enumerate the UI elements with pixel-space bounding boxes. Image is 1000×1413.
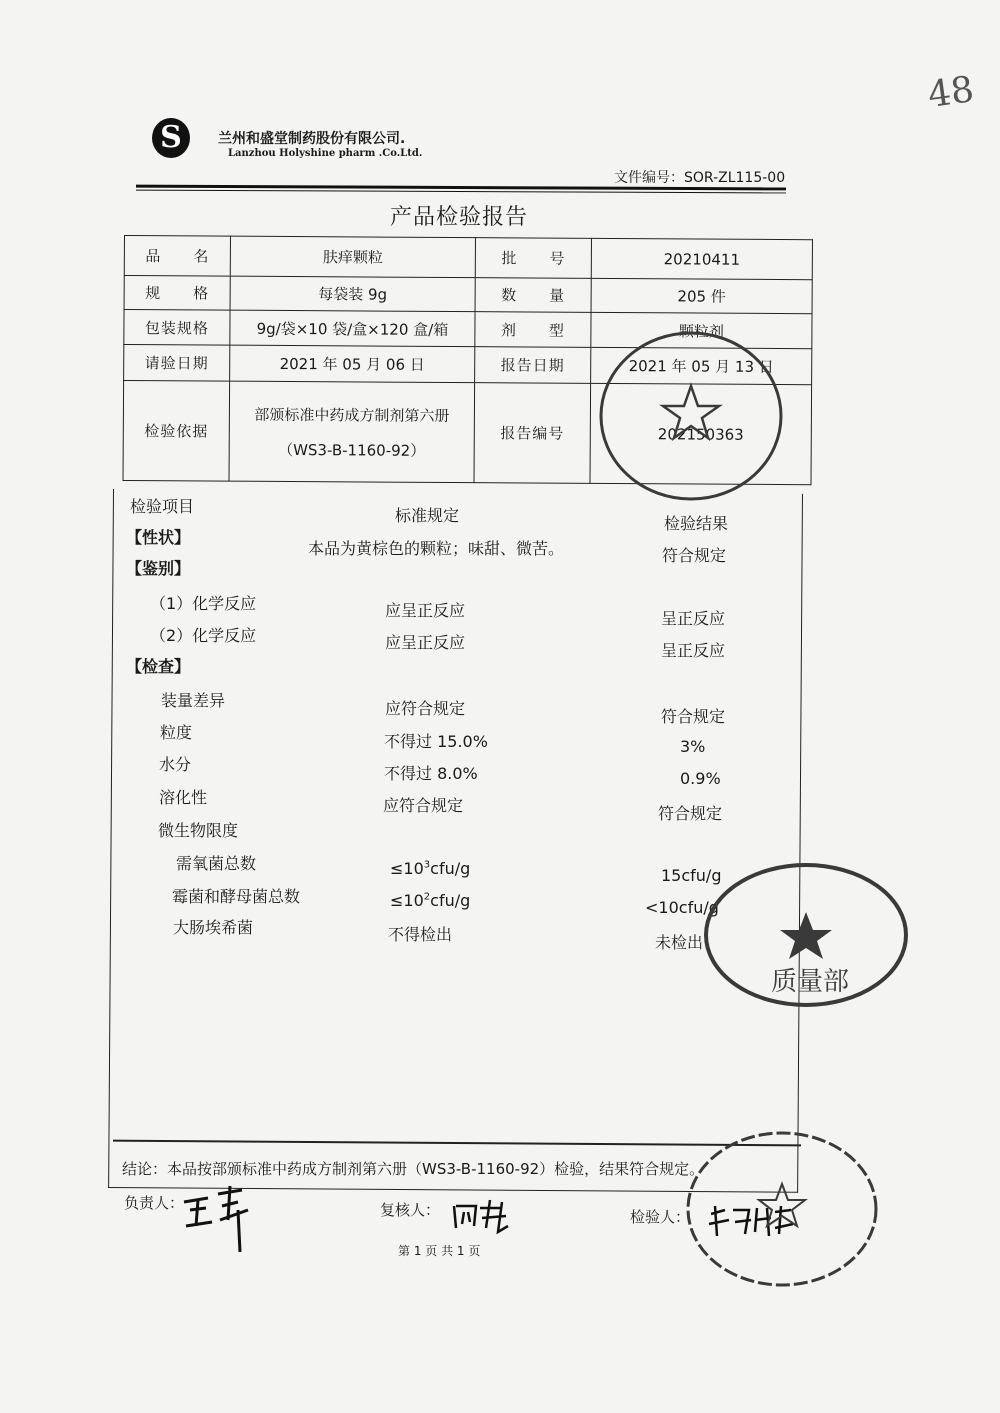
particle-size-result: 3% xyxy=(680,737,706,756)
aerobic-count-standard xyxy=(390,859,470,878)
batch-value: 20210411 xyxy=(591,238,812,279)
water-item: 水分 xyxy=(159,755,192,774)
qc-inspection-stamp xyxy=(598,330,784,502)
report-date-label: 报告日期 xyxy=(475,347,591,384)
mold-std-prefix: ≤10 xyxy=(390,891,424,910)
request-date-label: 请验日期 xyxy=(124,345,230,382)
product-name-label: 品 名 xyxy=(124,236,230,277)
company-logo xyxy=(152,118,190,158)
spec-value: 每袋装 9g xyxy=(230,276,475,311)
batch-label: 批 号 xyxy=(475,238,591,279)
basis-line-2: （WS3-B-1160-92） xyxy=(278,440,426,460)
chem-reaction-1-result: 呈正反应 xyxy=(661,609,726,628)
ecoli-item: 大肠埃希菌 xyxy=(173,918,254,937)
conclusion-text: 结论：本品按部颁标准中药成方制剂第六册（WS3-B-1160-92）检验，结果符合规定。 xyxy=(122,1160,705,1178)
company-name-en: Lanzhou Holyshine pharm .Co.Ltd. xyxy=(228,148,423,159)
col-item-heading: 检验项目 xyxy=(130,497,195,516)
handwritten-page-number: 48 xyxy=(925,69,977,116)
water-result: 0.9% xyxy=(680,769,721,788)
mold-yeast-standard xyxy=(390,891,470,910)
logo-letter: S xyxy=(160,120,182,155)
col-standard-heading: 标准规定 xyxy=(395,506,460,525)
quantity-value: 205 件 xyxy=(591,278,812,313)
header-rule-thin xyxy=(136,190,786,194)
col-result-heading: 检验结果 xyxy=(664,514,729,533)
basis-value xyxy=(229,381,475,482)
appearance-result: 符合规定 xyxy=(662,546,727,565)
chem-reaction-1-item: （1）化学反应 xyxy=(150,594,257,613)
responsible-signature xyxy=(178,1180,258,1255)
inspector-label: 检验人： xyxy=(630,1208,691,1226)
qc-stamp-graphic xyxy=(598,330,784,502)
quantity-label: 数 量 xyxy=(475,278,591,313)
quality-department-stamp xyxy=(703,862,910,1008)
product-name-value: 肤痒颗粒 xyxy=(230,236,475,277)
report-date-value: 2021 年 05 月 13 日 xyxy=(591,347,812,384)
file-number: 文件编号：SOR-ZL115-00 xyxy=(614,170,786,186)
chem-reaction-1-standard: 应呈正反应 xyxy=(385,601,466,620)
section-appearance: 【性状】 xyxy=(126,528,191,547)
aerobic-std-prefix: ≤10 xyxy=(390,859,424,878)
water-standard: 不得过 8.0% xyxy=(384,764,478,783)
particle-size-standard: 不得过 15.0% xyxy=(384,732,488,751)
report-number-value: 202150363 xyxy=(590,383,812,484)
aerobic-count-item: 需氧菌总数 xyxy=(176,854,257,873)
bottom-quality-stamp xyxy=(684,1128,880,1290)
fill-weight-standard: 应符合规定 xyxy=(385,699,466,718)
fill-weight-item: 装量差异 xyxy=(161,691,226,710)
svg-text:质量部: 质量部 xyxy=(771,967,850,997)
solubility-item: 溶化性 xyxy=(159,788,208,807)
package-spec-label: 包装规格 xyxy=(124,310,230,346)
mold-yeast-item: 霉菌和酵母菌总数 xyxy=(172,887,301,906)
report-number-label: 报告编号 xyxy=(474,383,591,484)
section-check: 【检查】 xyxy=(126,657,191,676)
company-name-cn: 兰州和盛堂制药股份有限公司. xyxy=(218,131,406,147)
ecoli-result: 未检出 xyxy=(655,933,704,952)
mold-std-unit: cfu/g xyxy=(430,891,471,910)
aerobic-count-result: 15cfu/g xyxy=(661,866,722,885)
package-spec-value: 9g/袋×10 袋/盒×120 盒/箱 xyxy=(230,310,475,346)
chem-reaction-2-standard: 应呈正反应 xyxy=(385,633,466,652)
report-title: 产品检验报告 xyxy=(390,205,529,230)
microbial-limit-item: 微生物限度 xyxy=(158,821,239,840)
particle-size-item: 粒度 xyxy=(160,723,193,742)
page-number: 第 1 页 共 1 页 xyxy=(398,1244,481,1258)
chem-reaction-2-result: 呈正反应 xyxy=(661,641,726,660)
dosage-form-label: 剂 型 xyxy=(475,312,591,348)
ecoli-standard: 不得检出 xyxy=(388,925,453,944)
chem-reaction-2-item: （2）化学反应 xyxy=(150,626,257,645)
mold-yeast-result: <10cfu/g xyxy=(645,898,719,917)
basis-label: 检验依据 xyxy=(123,381,230,482)
section-identification: 【鉴别】 xyxy=(126,559,191,578)
reviewer-label: 复核人： xyxy=(380,1201,441,1219)
responsible-label: 负责人： xyxy=(124,1194,185,1212)
basis-line-1: 部颁标准中药成方制剂第六册 xyxy=(254,405,450,425)
solubility-result: 符合规定 xyxy=(658,804,723,823)
request-date-value: 2021 年 05 月 06 日 xyxy=(230,345,475,382)
bottom-stamp-graphic xyxy=(684,1128,880,1290)
reviewer-signature xyxy=(450,1196,520,1236)
dosage-form-value: 颗粒剂 xyxy=(591,312,812,348)
spec-label: 规 格 xyxy=(124,276,230,311)
quality-stamp-graphic xyxy=(703,862,910,1008)
appearance-standard: 本品为黄棕色的颗粒；味甜、微苦。 xyxy=(308,539,565,558)
aerobic-std-unit: cfu/g xyxy=(430,859,471,878)
mold-std-exponent: 2 xyxy=(423,891,431,903)
aerobic-std-exponent: 3 xyxy=(423,859,431,871)
solubility-standard: 应符合规定 xyxy=(383,796,464,815)
fill-weight-result: 符合规定 xyxy=(661,707,726,726)
